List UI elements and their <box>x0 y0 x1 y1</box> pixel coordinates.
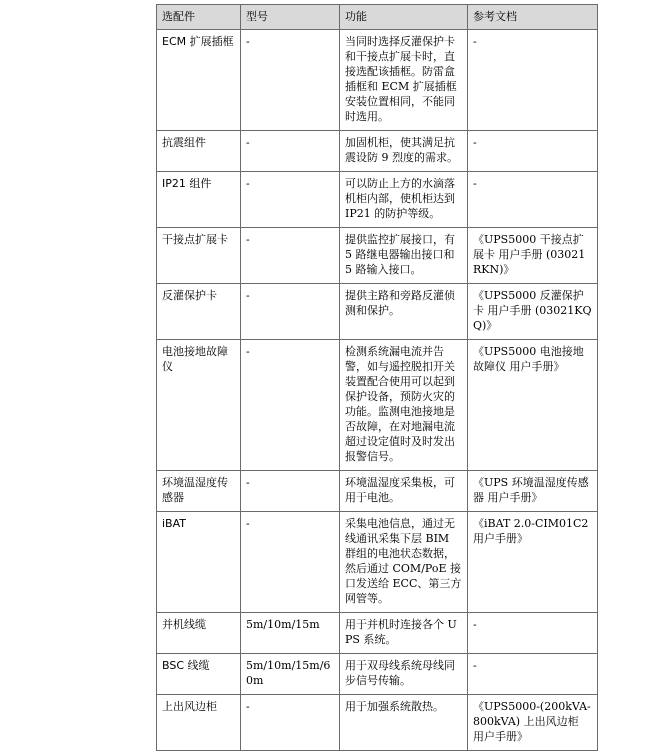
option-model: - <box>241 131 340 172</box>
option-function: 可以防止上方的水滴落机柜内部，使机柜达到 IP21 的防护等级。 <box>340 172 468 228</box>
option-name: 反灌保护卡 <box>157 284 241 340</box>
table-row <box>157 228 598 284</box>
option-model: - <box>241 340 340 471</box>
option-model: 5m/10m/15m/60m <box>241 654 340 695</box>
option-name: IP21 组件 <box>157 172 241 228</box>
table-row <box>157 695 598 751</box>
option-function: 提供主路和旁路反灌侦测和保护。 <box>340 284 468 340</box>
header-model: 型号 <box>241 5 340 30</box>
option-doc: - <box>468 654 598 695</box>
option-doc: 《UPS5000 反灌保护卡 用户手册 (03021KQQ)》 <box>468 284 598 340</box>
option-name: iBAT <box>157 512 241 613</box>
table-row <box>157 284 598 340</box>
option-name: 环境温湿度传感器 <box>157 471 241 512</box>
option-model: - <box>241 471 340 512</box>
options-table-container <box>156 4 597 751</box>
option-doc: 《UPS5000 干接点扩展卡 用户手册 (03021RKN)》 <box>468 228 598 284</box>
header-reference-doc: 参考文档 <box>468 5 598 30</box>
option-name: 干接点扩展卡 <box>157 228 241 284</box>
table-row <box>157 613 598 654</box>
option-model: - <box>241 228 340 284</box>
option-doc: - <box>468 172 598 228</box>
header-row <box>157 5 598 30</box>
option-model: - <box>241 30 340 131</box>
option-name: 上出风边柜 <box>157 695 241 751</box>
option-model: - <box>241 284 340 340</box>
table-row <box>157 340 598 471</box>
table-row <box>157 172 598 228</box>
option-function: 检测系统漏电流并告警，如与遥控脱扣开关装置配合使用可以起到保护设备，预防火灾的功能。监测电池接地是否故障，在对地漏电流超过设定值时及时发出报警信号。 <box>340 340 468 471</box>
table-row <box>157 512 598 613</box>
option-doc: 《UPS5000-(200kVA-800kVA) 上出风边柜 用户手册》 <box>468 695 598 751</box>
option-doc: - <box>468 131 598 172</box>
option-model: - <box>241 172 340 228</box>
header-option: 选配件 <box>157 5 241 30</box>
table-row <box>157 131 598 172</box>
option-name: 并机线缆 <box>157 613 241 654</box>
option-name: 电池接地故障仪 <box>157 340 241 471</box>
header-function: 功能 <box>340 5 468 30</box>
options-table <box>156 4 598 751</box>
option-doc: 《UPS 环境温湿度传感器 用户手册》 <box>468 471 598 512</box>
option-name: 抗震组件 <box>157 131 241 172</box>
option-function: 用于并机时连接各个 UPS 系统。 <box>340 613 468 654</box>
option-model: - <box>241 512 340 613</box>
option-model: 5m/10m/15m <box>241 613 340 654</box>
table-body <box>157 30 598 751</box>
table-row <box>157 471 598 512</box>
option-name: BSC 线缆 <box>157 654 241 695</box>
option-function: 用于加强系统散热。 <box>340 695 468 751</box>
option-function: 加固机柜，使其满足抗震设防 9 烈度的需求。 <box>340 131 468 172</box>
option-model: - <box>241 695 340 751</box>
table-row <box>157 30 598 131</box>
option-function: 当同时选择反灌保护卡和干接点扩展卡时，直接选配该插框。防雷盒插框和 ECM 扩展插框安装位置相同，不能同时选用。 <box>340 30 468 131</box>
option-name: ECM 扩展插框 <box>157 30 241 131</box>
table-row <box>157 654 598 695</box>
option-function: 提供监控扩展接口，有 5 路继电器输出接口和 5 路输入接口。 <box>340 228 468 284</box>
option-doc: - <box>468 30 598 131</box>
table-header <box>157 5 598 30</box>
option-doc: 《iBAT 2.0-CIM01C2 用户手册》 <box>468 512 598 613</box>
option-function: 采集电池信息，通过无线通讯采集下层 BIM 群组的电池状态数据，然后通过 COM/PoE 接口发送给 ECC、第三方网管等。 <box>340 512 468 613</box>
option-function: 环境温湿度采集板，可用于电池。 <box>340 471 468 512</box>
option-doc: - <box>468 613 598 654</box>
option-doc: 《UPS5000 电池接地故障仪 用户手册》 <box>468 340 598 471</box>
option-function: 用于双母线系统母线同步信号传输。 <box>340 654 468 695</box>
